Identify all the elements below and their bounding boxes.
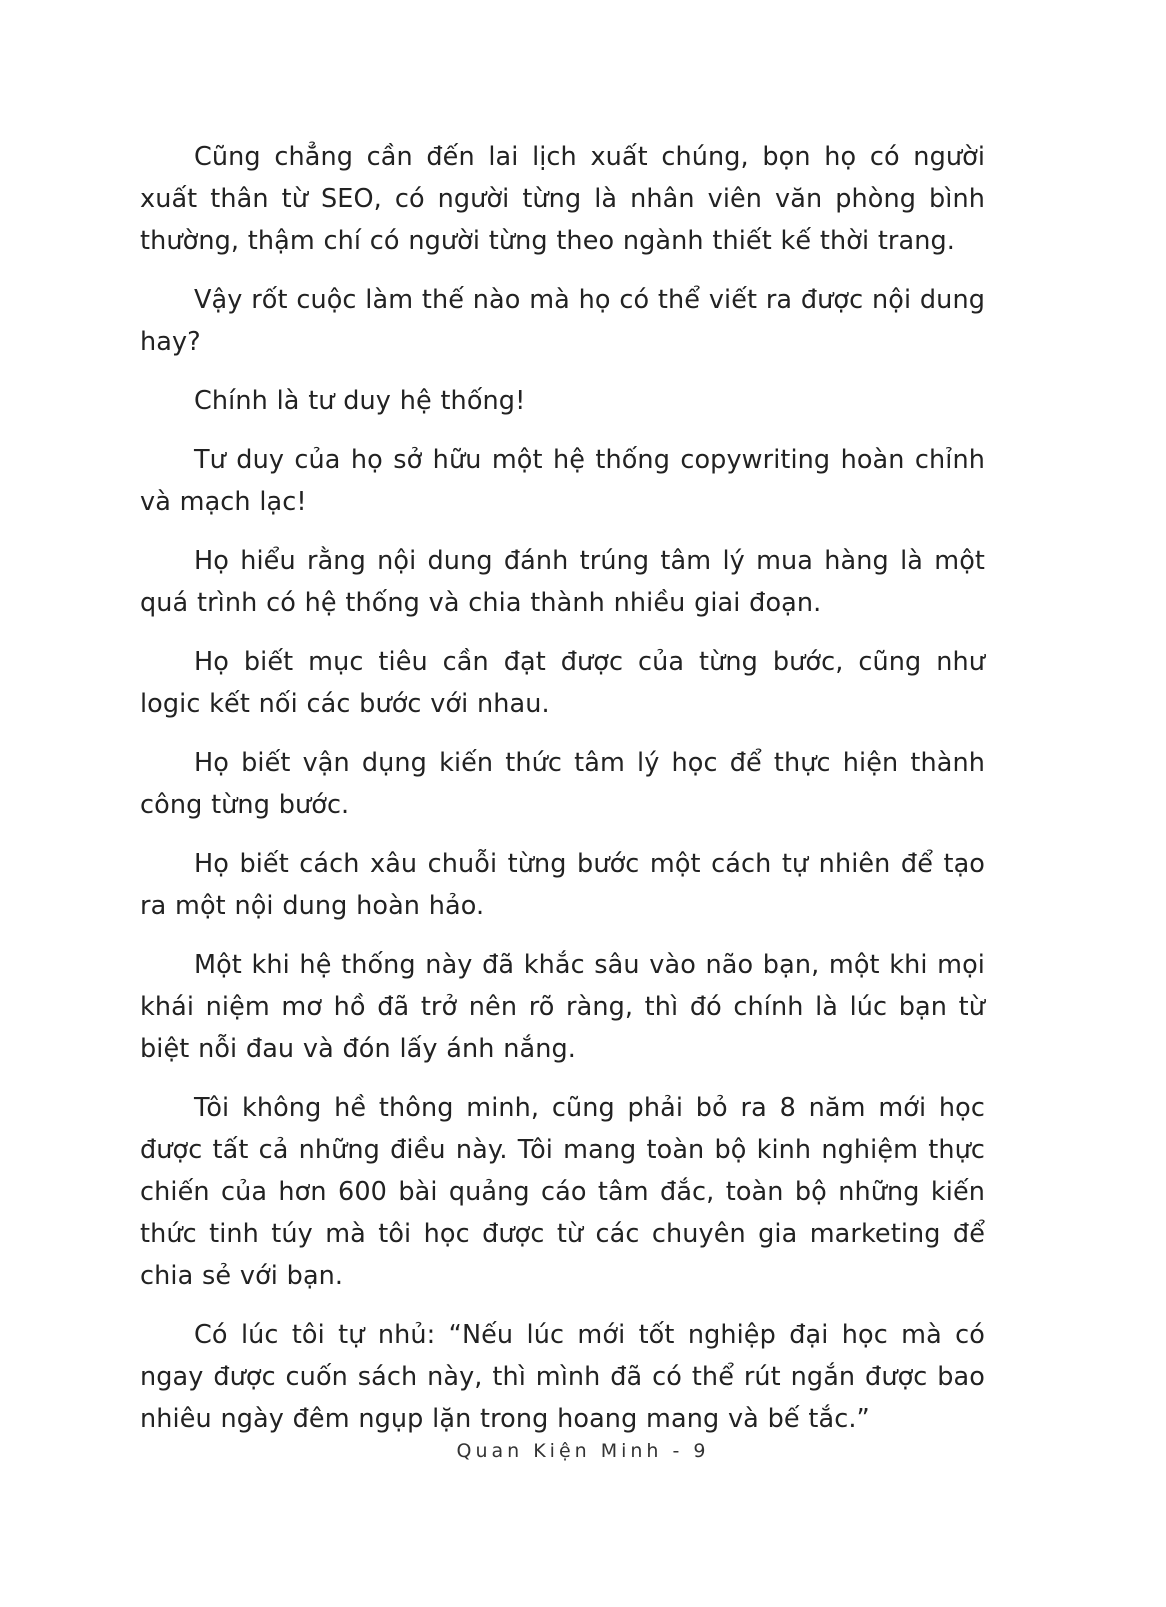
paragraph: Họ biết mục tiêu cần đạt được của từng bước, cũng như logic kết nối các bước với nhau. — [140, 647, 985, 719]
page-body — [140, 136, 985, 1457]
paragraph: Chính là tư duy hệ thống! — [194, 386, 526, 416]
paragraph: Tôi không hề thông minh, cũng phải bỏ ra 8 năm mới học được tất cả những điều này. Tôi mang toàn bộ kinh nghiệm thực chiến của hơn 600 bài quảng cáo tâm đắc, toàn bộ những kiến thức tinh túy mà tôi học được từ các chuyên gia marketing để chia sẻ với bạn. — [140, 1093, 985, 1291]
paragraph: Một khi hệ thống này đã khắc sâu vào não bạn, một khi mọi khái niệm mơ hồ đã trở nên rõ ràng, thì đó chính là lúc bạn từ biệt nỗi đau và đón lấy ánh nắng. — [140, 950, 985, 1064]
paragraph: Họ biết cách xâu chuỗi từng bước một cách tự nhiên để tạo ra một nội dung hoàn hảo. — [140, 849, 985, 921]
paragraph: Họ hiểu rằng nội dung đánh trúng tâm lý mua hàng là một quá trình có hệ thống và chia thành nhiều giai đoạn. — [140, 546, 985, 618]
paragraph: Vậy rốt cuộc làm thế nào mà họ có thể viết ra được nội dung hay? — [140, 285, 985, 357]
paragraph: Cũng chẳng cần đến lai lịch xuất chúng, bọn họ có người xuất thân từ SEO, có người từng là nhân viên văn phòng bình thường, thậm chí có người từng theo ngành thiết kế thời trang. — [140, 142, 985, 256]
paragraph: Có lúc tôi tự nhủ: “Nếu lúc mới tốt nghiệp đại học mà có ngay được cuốn sách này, thì mình đã có thể rút ngắn được bao nhiêu ngày đêm ngụp lặn trong hoang mang và bế tắc.” — [140, 1320, 985, 1434]
paragraph: Tư duy của họ sở hữu một hệ thống copywriting hoàn chỉnh và mạch lạc! — [140, 445, 985, 517]
paragraph: Họ biết vận dụng kiến thức tâm lý học để thực hiện thành công từng bước. — [140, 748, 985, 820]
page-footer: Quan Kiện Minh - 9 — [456, 1440, 710, 1462]
